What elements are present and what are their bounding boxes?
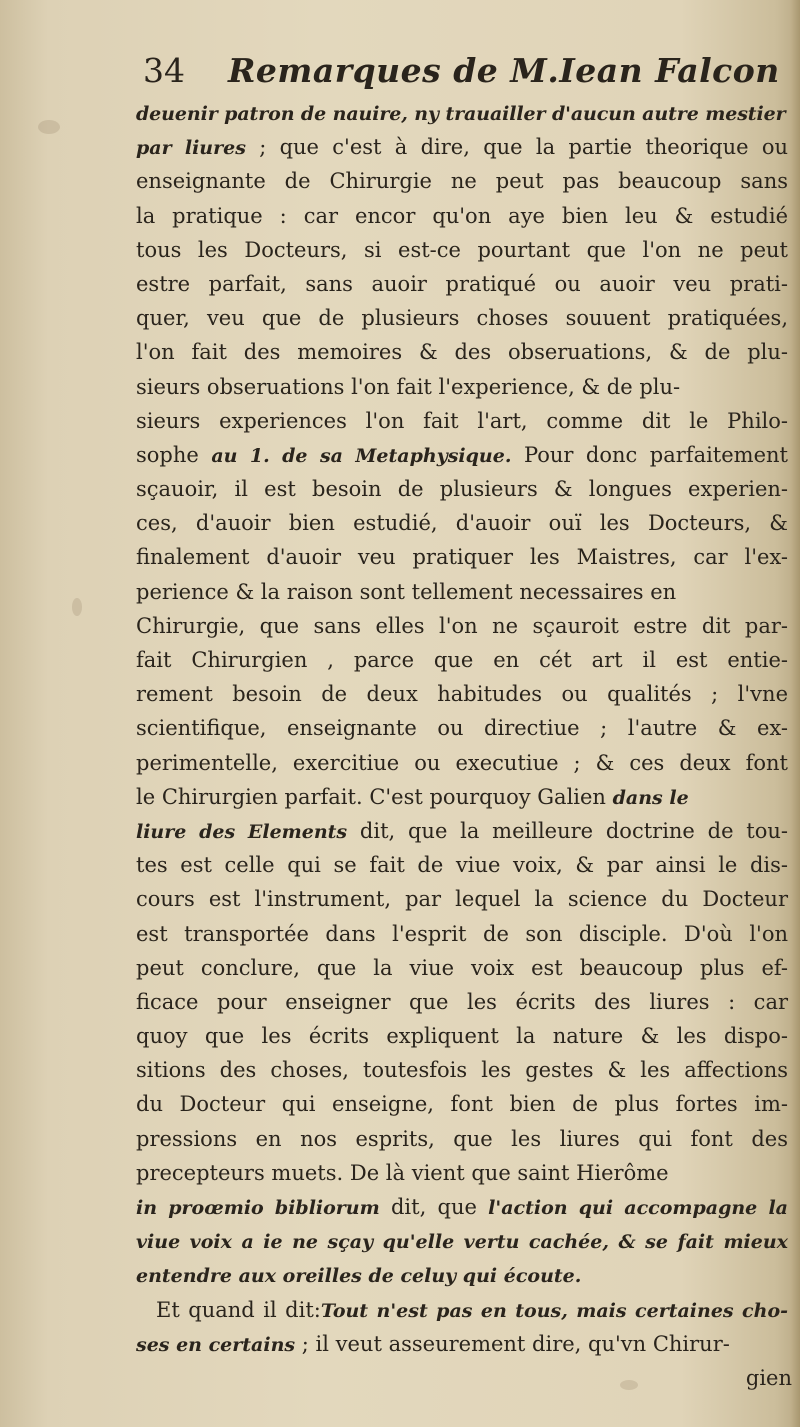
text-line	[136, 506, 792, 540]
text-line	[136, 1258, 792, 1292]
text-segment: Chirurgie, que sans elles l'on ne sçauroit estre dit par-	[136, 613, 788, 638]
text-line	[136, 711, 792, 745]
text-segment: sieurs experiences l'on fait l'art, comme dit le Philo-	[136, 408, 788, 433]
italic-segment: ses en certains	[136, 1333, 296, 1356]
text-segment: Et quand il dit:	[156, 1297, 321, 1322]
italic-segment: liure des Elements	[136, 820, 348, 843]
text-line	[136, 1053, 792, 1087]
text-line	[136, 540, 792, 574]
italic-segment: l'action qui accompagne la	[488, 1197, 788, 1219]
text-line	[136, 780, 792, 814]
text-segment: ficace pour enseigner que les écrits des liures : car	[136, 989, 788, 1014]
italic-segment: in proœmio bibliorum	[136, 1197, 380, 1219]
text-segment: sçauoir, il est besoin de plusieurs & longues experien-	[136, 477, 788, 502]
text-segment: precepteurs muets. De là vient que saint Hierôme	[136, 1160, 669, 1185]
text-line	[136, 404, 792, 438]
text-segment: quoy que les écrits expliquent la nature & les dispo-	[136, 1024, 788, 1049]
page-header	[143, 48, 783, 94]
text-line	[136, 301, 792, 335]
text-segment: estre parfait, sans auoir pratiqué ou auoir veu prati-	[136, 271, 788, 296]
text-line	[136, 1190, 792, 1224]
text-line	[136, 814, 792, 848]
text-line	[136, 746, 792, 780]
text-segment: sophe	[136, 442, 212, 467]
text-line	[136, 985, 792, 1019]
text-line	[136, 335, 792, 369]
text-line	[136, 164, 792, 198]
paper-stain	[72, 598, 82, 616]
text-segment: Pour donc parfaitement	[511, 442, 788, 467]
text-segment: du Docteur qui enseigne, font bien de plus fortes im-	[136, 1092, 788, 1117]
text-line	[136, 1019, 792, 1053]
text-line	[136, 1327, 792, 1361]
page-number: 34	[143, 51, 185, 90]
body-text	[136, 96, 792, 1395]
text-segment: sieurs obseruations l'on fait l'experience, & de plu-	[136, 374, 681, 399]
text-segment: est transportée dans l'esprit de son disciple. D'où l'on	[136, 921, 788, 946]
text-line	[136, 370, 792, 404]
italic-segment: viue voix a ie ne sçay qu'elle vertu cachée, & se fait mieux	[136, 1231, 788, 1254]
text-line	[136, 130, 792, 164]
text-line	[136, 1156, 792, 1190]
running-title: Remarques de M.Iean Falcon	[228, 51, 780, 90]
text-segment: dit, que	[379, 1195, 489, 1219]
text-line	[136, 96, 792, 130]
text-segment: tes est celle qui se fait de viue voix, & par ainsi le dis-	[136, 853, 788, 878]
text-line	[136, 677, 792, 711]
text-line	[136, 848, 792, 882]
text-segment: peut conclure, que la viue voix est beaucoup plus ef-	[136, 955, 788, 980]
text-segment: enseignante de Chirurgie ne peut pas beaucoup sans	[136, 169, 788, 194]
italic-segment: au 1. de sa Metaphysique.	[211, 444, 512, 467]
text-line	[136, 1087, 792, 1121]
text-segment: l'on fait des memoires & des obseruations, & de plu-	[136, 340, 788, 365]
text-segment: ; il veut asseurement dire, qu'vn Chirur-	[295, 1331, 730, 1356]
text-segment: perience & la raison sont tellement necessaires en	[136, 579, 677, 604]
italic-segment: Tout n'est pas en tous, mais certaines cho-	[320, 1299, 788, 1322]
text-segment: rement besoin de deux habitudes ou qualités ; l'vne	[136, 682, 788, 707]
text-segment: cours est l'instrument, par lequel la science du Docteur	[136, 887, 788, 912]
text-segment: dit, que la meilleure doctrine de tou-	[347, 818, 789, 843]
text-segment: gien	[745, 1365, 792, 1390]
text-line	[136, 233, 792, 267]
text-segment: fait Chirurgien , parce que en cét art il est entie-	[136, 648, 788, 672]
text-line	[136, 1293, 792, 1327]
text-line	[136, 1224, 792, 1258]
text-segment: perimentelle, exercitiue ou executiue ; & ces deux font	[136, 750, 788, 775]
text-line	[136, 609, 792, 643]
text-line	[136, 882, 792, 916]
italic-segment: dans le	[612, 786, 689, 809]
text-line	[136, 917, 792, 951]
text-segment: tous les Docteurs, si est-ce pourtant que l'on ne peut	[136, 237, 788, 262]
text-line	[136, 643, 792, 677]
text-segment: la pratique : car encor qu'on aye bien leu & estudié	[136, 203, 788, 228]
text-line	[136, 1361, 792, 1395]
text-line	[136, 1122, 792, 1156]
italic-segment: par liures	[136, 137, 246, 160]
text-line	[136, 472, 792, 506]
text-line	[136, 199, 792, 233]
text-segment: quer, veu que de plusieurs choses souuent pratiquées,	[136, 306, 788, 331]
text-segment: scientifique, enseignante ou directiue ; l'autre & ex-	[136, 716, 788, 741]
text-line	[136, 951, 792, 985]
text-line	[136, 438, 792, 472]
text-segment: pressions en nos esprits, que les liures qui font des	[136, 1126, 788, 1151]
text-segment: sitions des choses, toutesfois les gestes & les affections	[136, 1058, 788, 1083]
text-line	[136, 267, 792, 301]
text-segment: le Chirurgien parfait. C'est pourquoy Galien	[136, 784, 613, 809]
text-segment: ces, d'auoir bien estudié, d'auoir ouï les Docteurs, &	[136, 511, 788, 536]
text-line	[136, 575, 792, 609]
text-segment: finalement d'auoir veu pratiquer les Maistres, car l'ex-	[136, 545, 788, 570]
italic-segment: deuenir patron de nauire, ny trauailler d'aucun autre mestier	[136, 103, 786, 125]
italic-segment: entendre aux oreilles de celuy qui écoute.	[136, 1265, 582, 1288]
text-segment: ; que c'est à dire, que la partie theorique ou	[245, 135, 788, 160]
paper-stain	[38, 120, 60, 134]
